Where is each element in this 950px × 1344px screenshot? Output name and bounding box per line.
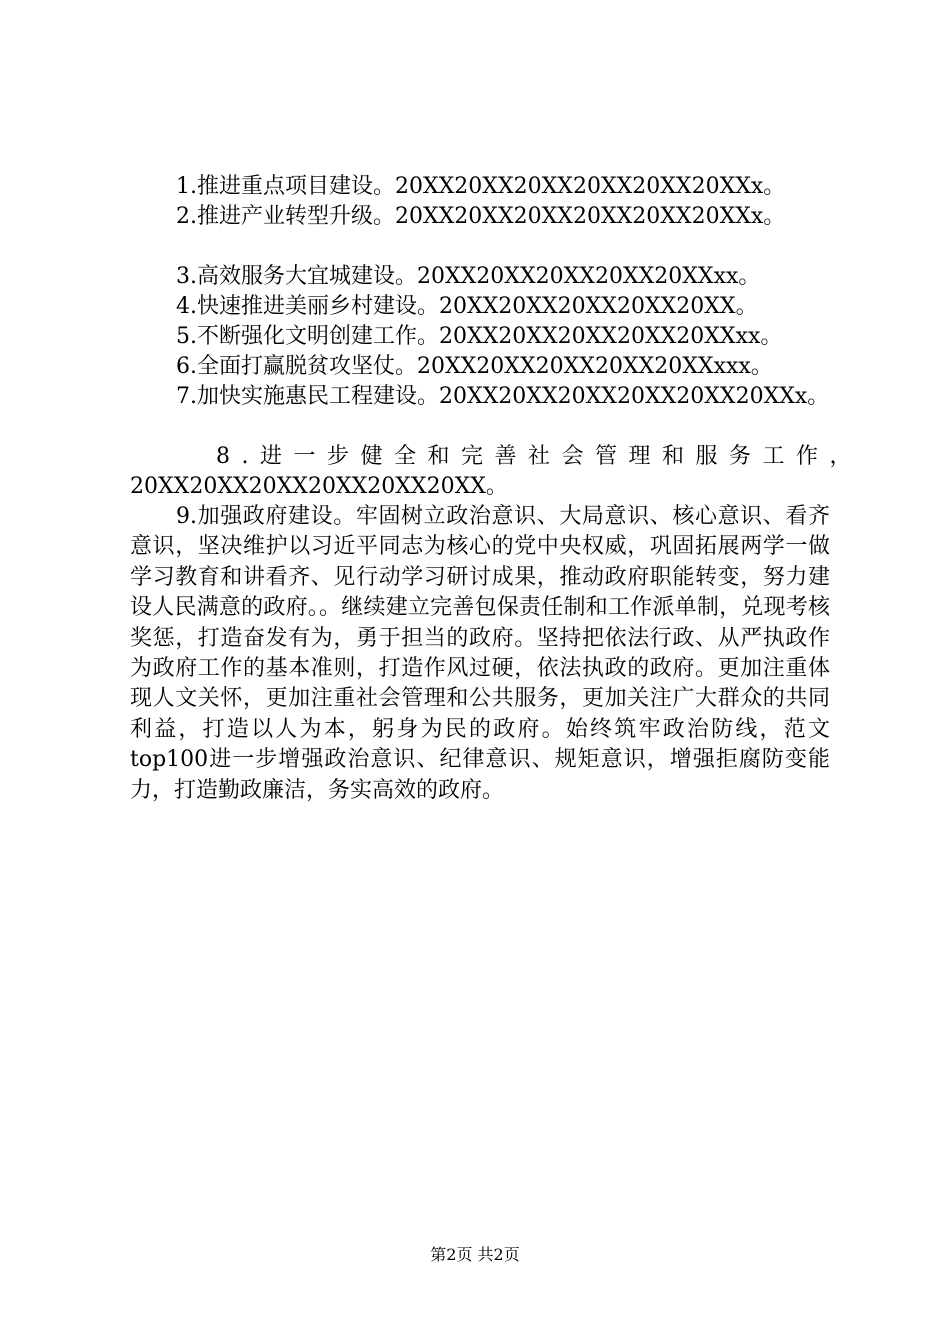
paragraph-gap: [130, 232, 830, 262]
list-item-1: 1.推进重点项目建设。20XX20XX20XX20XX20XX20XXx。: [176, 174, 786, 199]
list-item-3: 3.高效服务大宜城建设。20XX20XX20XX20XX20XXxx。: [176, 264, 761, 289]
list-item-2: 2.推进产业转型升级。20XX20XX20XX20XX20XX20XXx。: [176, 204, 786, 229]
document-body: [130, 172, 863, 806]
page-number-label: 第2页 共2页: [430, 1245, 520, 1264]
list-item-6: 6.全面打赢脱贫攻坚仗。20XX20XX20XX20XX20XXxxx。: [176, 354, 773, 379]
list-item-8-line-2: 20XX20XX20XX20XX20XX20XX。: [130, 474, 508, 499]
list-item-5: 5.不断强化文明创建工作。20XX20XX20XX20XX20XXxx。: [176, 324, 783, 349]
page-footer: [0, 1244, 950, 1266]
paragraph-gap: [130, 412, 830, 442]
list-item-7: 7.加快实施惠民工程建设。20XX20XX20XX20XX20XX20XXx。: [176, 384, 830, 409]
list-item-8-line-1: 8.进一步健全和完善社会管理和服务工作，: [216, 444, 863, 469]
list-item-4: 4.快速推进美丽乡村建设。20XX20XX20XX20XX20XX。: [176, 294, 758, 319]
list-item-9-paragraph: 9.加强政府建设。牢固树立政治意识、大局意识、核心意识、看齐意识，坚决维护以习近平同志为核心的党中央权威，巩固拓展两学一做学习教育和讲看齐、见行动学习研讨成果，推动政府职能转变，努力建设人民满意的政府。。继续建立完善包保责任制和工作派单制，兑现考核奖惩，打造奋发有为，勇于担当的政府。坚持把依法行政、从严执政作为政府工作的基本准则，打造作风过硬，依法执政的政府。更加注重体现人文关怀，更加注重社会管理和公共服务，更加关注广大群众的共同利益，打造以人为本，躬身为民的政府。始终筑牢政治防线，范文top100进一步增强政治意识、纪律意识、规矩意识，增强拒腐防变能力，打造勤政廉洁，务实高效的政府。: [130, 504, 830, 803]
